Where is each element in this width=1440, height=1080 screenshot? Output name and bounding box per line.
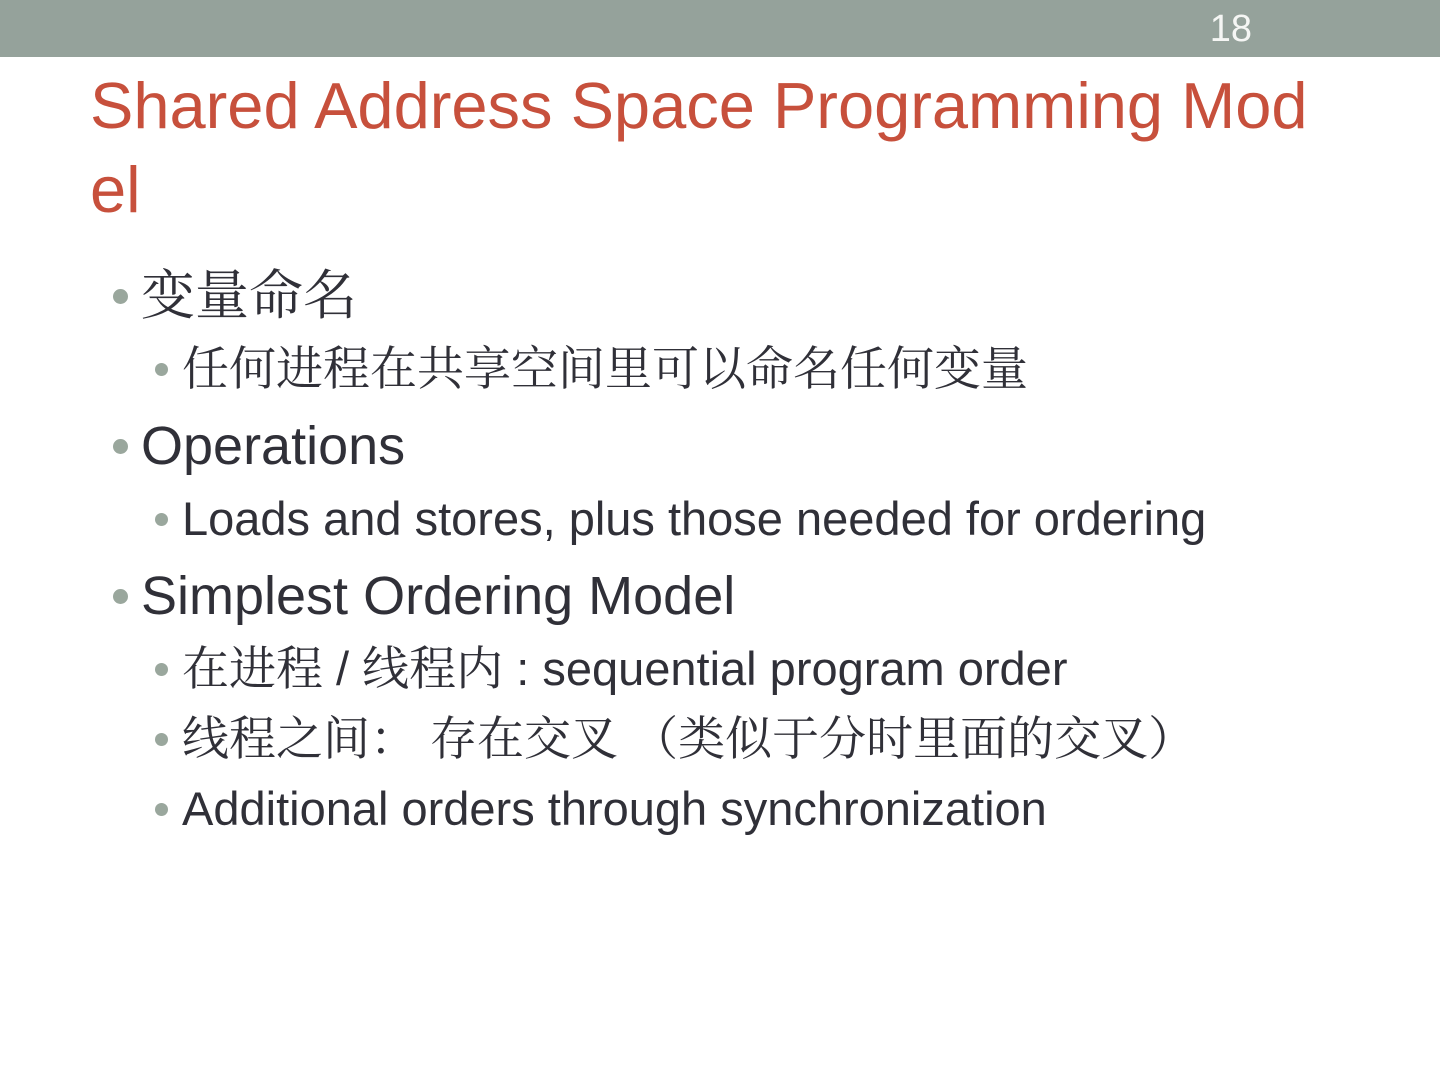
bullet-text: 线程之间： 存在交叉 （类似于分时里面的交叉）: [182, 712, 1196, 765]
bullet-item: [113, 258, 1353, 334]
bullet-item: [113, 408, 1353, 484]
slide-title: [90, 64, 1370, 232]
bullet-item: [155, 704, 1353, 774]
slide-title-line-1: Shared Address Space Programming Mod: [90, 69, 1308, 142]
bullet-icon: [113, 589, 128, 604]
bullet-icon: [155, 513, 168, 526]
bullet-item: [155, 774, 1353, 844]
bullet-text: Loads and stores, plus those needed for ordering: [182, 492, 1207, 545]
slide-title-line-2: el: [90, 153, 141, 226]
bullet-icon: [113, 289, 128, 304]
bullet-icon: [113, 439, 128, 454]
bullet-text: 变量命名: [141, 266, 357, 326]
bullet-item: [155, 334, 1353, 404]
bullet-text: 任何进程在共享空间里可以命名任何变量: [182, 342, 1028, 395]
bullet-icon: [155, 803, 168, 816]
bullet-text: Additional orders through synchronization: [182, 782, 1047, 835]
bullet-icon: [155, 363, 168, 376]
page-number: 18: [1209, 8, 1252, 50]
bullet-text: Operations: [141, 416, 406, 476]
bullet-list: [113, 258, 1353, 844]
bullet-icon: [155, 663, 168, 676]
bullet-item: [155, 484, 1353, 554]
bullet-item: [113, 558, 1353, 634]
bullet-text: 在进程 / 线程内 : sequential program order: [182, 642, 1068, 695]
bullet-icon: [155, 733, 168, 746]
bullet-text: Simplest Ordering Model: [141, 566, 736, 626]
bullet-item: [155, 634, 1353, 704]
